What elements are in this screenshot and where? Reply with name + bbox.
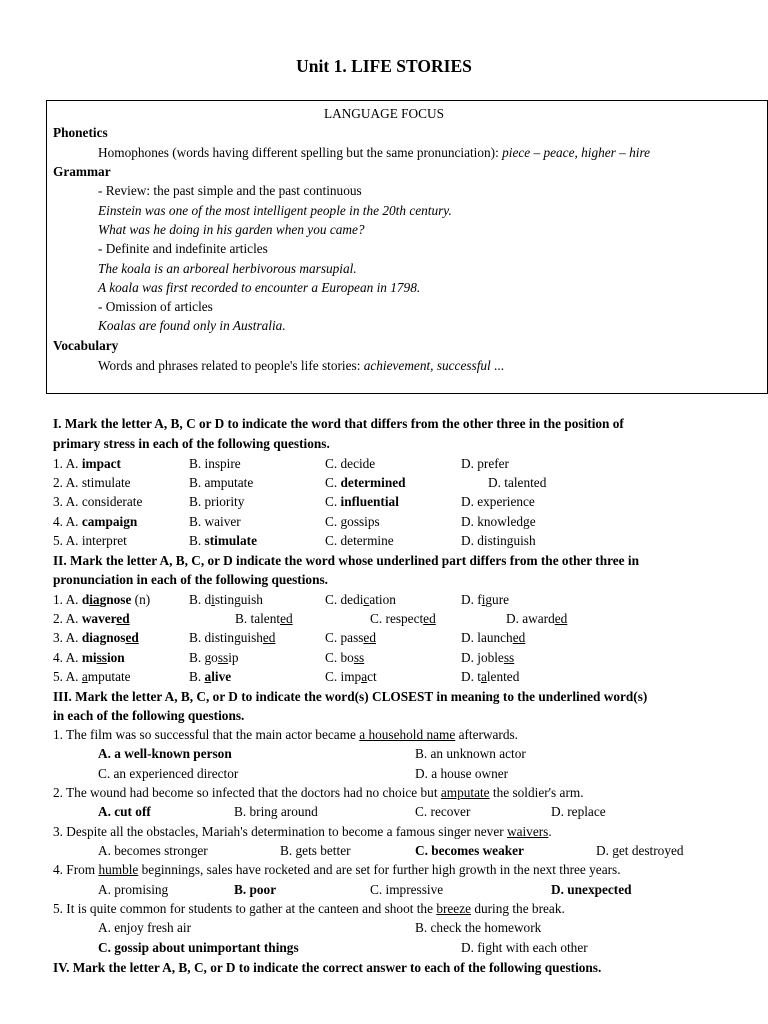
underlined-part: ss bbox=[503, 650, 515, 665]
question-text: 1. The film was so successful that the main actor became bbox=[53, 727, 360, 742]
section-3-heading-cont: in each of the following questions. bbox=[53, 708, 245, 723]
underlined-part: ed bbox=[262, 630, 276, 645]
phonetics-description: Homophones (words having different spelling but the same pronunciation): bbox=[98, 145, 503, 160]
meaning-question-1-option-d: D. a house owner bbox=[415, 766, 509, 781]
meaning-question-4 bbox=[53, 862, 621, 878]
vocabulary-description: Words and phrases related to people's life stories: bbox=[98, 358, 364, 373]
question-5-option-d: D. distinguish bbox=[461, 533, 536, 548]
meaning-question-5-option-a: A. enjoy fresh air bbox=[98, 920, 192, 935]
word-part: gnose bbox=[99, 592, 132, 607]
question-text: afterwards. bbox=[455, 727, 519, 742]
question-text: during the break. bbox=[471, 901, 565, 916]
question-5-option-b bbox=[189, 533, 257, 549]
pron-question-3-option-c bbox=[325, 630, 376, 646]
pron-question-5-option-b bbox=[189, 669, 231, 685]
option-answer: stimulate bbox=[204, 533, 257, 548]
question-text: . bbox=[548, 824, 552, 839]
pron-question-3-option-d bbox=[461, 630, 525, 646]
meaning-question-1-option-b: B. an unknown actor bbox=[415, 746, 526, 761]
word-note: (n) bbox=[131, 592, 151, 607]
word-part: D. launch bbox=[461, 630, 513, 645]
grammar-line: - Definite and indefinite articles bbox=[98, 241, 268, 256]
underlined-part: ia bbox=[89, 592, 100, 607]
option-answer: impact bbox=[81, 456, 121, 471]
option-label: 3. A. bbox=[53, 630, 82, 645]
underlined-part: ss bbox=[96, 650, 107, 665]
meaning-question-1 bbox=[53, 727, 518, 743]
pron-question-1-option-a bbox=[53, 592, 150, 608]
vocabulary-label: Vocabulary bbox=[53, 338, 119, 353]
question-4-option-b: B. waiver bbox=[189, 514, 241, 529]
word-part: C. pass bbox=[325, 630, 364, 645]
question-4-option-c: C. gossips bbox=[325, 514, 380, 529]
meaning-question-5-option-d: D. fight with each other bbox=[461, 940, 588, 955]
underlined-phrase: a household name bbox=[359, 727, 456, 742]
word-part: D. award bbox=[506, 611, 555, 626]
word-part: ation bbox=[369, 592, 396, 607]
question-3-option-a: 3. A. considerate bbox=[53, 494, 143, 509]
meaning-question-4-option-b: B. poor bbox=[234, 882, 277, 897]
underlined-part: ed bbox=[116, 611, 130, 626]
underlined-part: ed bbox=[125, 630, 139, 645]
option-label: C. bbox=[325, 475, 341, 490]
grammar-example: Einstein was one of the most intelligent people in the 20th century. bbox=[98, 203, 452, 218]
pron-question-2-option-c bbox=[370, 611, 436, 627]
pron-question-1-option-b bbox=[189, 592, 263, 608]
underlined-phrase: breeze bbox=[436, 901, 471, 916]
pron-question-2-option-b bbox=[235, 611, 293, 627]
underlined-part: ed bbox=[423, 611, 436, 626]
option-label: 5. A. bbox=[53, 669, 82, 684]
question-3-option-b: B. priority bbox=[189, 494, 245, 509]
meaning-question-5-option-c: C. gossip about unimportant things bbox=[98, 940, 299, 955]
meaning-question-2-option-b: B. bring around bbox=[234, 804, 318, 819]
phonetics-examples: piece – peace, higher – hire bbox=[502, 145, 651, 160]
pron-question-4-option-a bbox=[53, 650, 125, 666]
word-part: waver bbox=[81, 611, 117, 626]
option-answer: influential bbox=[340, 494, 399, 509]
word-part: mputate bbox=[87, 669, 131, 684]
grammar-line: - Review: the past simple and the past continuous bbox=[98, 183, 362, 198]
word-part: diagnos bbox=[81, 630, 126, 645]
language-focus-heading: LANGUAGE FOCUS bbox=[323, 106, 445, 121]
question-text: 4. From bbox=[53, 862, 99, 877]
phonetics-text bbox=[98, 145, 650, 161]
pron-question-4-option-c bbox=[325, 650, 364, 666]
question-2-option-c bbox=[325, 475, 406, 491]
word-part: D. t bbox=[461, 669, 481, 684]
grammar-line: - Omission of articles bbox=[98, 299, 213, 314]
page-title: Unit 1. LIFE STORIES bbox=[296, 56, 472, 76]
section-2-heading: II. Mark the letter A, B, C, or D indicate the word whose underlined part differs from the other three in bbox=[53, 553, 639, 568]
grammar-example: The koala is an arboreal herbivorous marsupial. bbox=[98, 261, 357, 276]
meaning-question-3-option-b: B. gets better bbox=[280, 843, 351, 858]
pron-question-5-option-a bbox=[53, 669, 131, 685]
underlined-part: a bbox=[480, 669, 487, 684]
underlined-part: a bbox=[361, 669, 368, 684]
pron-question-4-option-b bbox=[189, 650, 239, 666]
pron-question-3-option-a bbox=[53, 630, 139, 646]
question-text: 2. The wound had become so infected that the doctors had no choice but bbox=[53, 785, 441, 800]
underlined-part: ed bbox=[280, 611, 293, 626]
underlined-part: ed bbox=[554, 611, 568, 626]
word-part: D. joble bbox=[461, 650, 504, 665]
word-part: B. distinguish bbox=[189, 630, 263, 645]
word-part: stinguish bbox=[214, 592, 263, 607]
section-2-heading-cont: pronunciation in each of the following questions. bbox=[53, 572, 328, 587]
question-1-option-c: C. decide bbox=[325, 456, 376, 471]
word-part: C. respect bbox=[370, 611, 424, 626]
section-3-heading: III. Mark the letter A, B, C, or D to indicate the word(s) CLOSEST in meaning to the underlined word(s) bbox=[53, 689, 648, 704]
meaning-question-4-option-a: A. promising bbox=[98, 882, 169, 897]
meaning-question-3-option-d: D. get destroyed bbox=[596, 843, 684, 858]
pron-question-4-option-d bbox=[461, 650, 514, 666]
grammar-example: A koala was first recorded to encounter a European in 1798. bbox=[98, 280, 421, 295]
option-label: 4. A. bbox=[53, 514, 82, 529]
option-label: C. bbox=[325, 494, 341, 509]
word-part: B. d bbox=[189, 592, 212, 607]
word-part: ion bbox=[106, 650, 125, 665]
vocabulary-text bbox=[98, 358, 504, 374]
question-1-option-a bbox=[53, 456, 121, 472]
word-part: C. dedi bbox=[325, 592, 364, 607]
underlined-part: c bbox=[363, 592, 370, 607]
word-part: D. f bbox=[461, 592, 482, 607]
question-3-option-c bbox=[325, 494, 399, 510]
question-2-option-a: 2. A. stimulate bbox=[53, 475, 131, 490]
option-label: B. bbox=[189, 533, 205, 548]
pron-question-3-option-b bbox=[189, 630, 275, 646]
word-part: ct bbox=[367, 669, 377, 684]
option-label: 1. A. bbox=[53, 592, 82, 607]
underlined-part: ss bbox=[353, 650, 365, 665]
option-answer: determined bbox=[340, 475, 406, 490]
word-part: mi bbox=[81, 650, 97, 665]
underlined-part: ed bbox=[363, 630, 376, 645]
pron-question-1-option-c bbox=[325, 592, 396, 608]
question-5-option-a: 5. A. interpret bbox=[53, 533, 127, 548]
meaning-question-2-option-a: A. cut off bbox=[98, 804, 151, 819]
word-part: gure bbox=[485, 592, 510, 607]
word-part: B. go bbox=[189, 650, 218, 665]
option-label: 2. A. bbox=[53, 611, 82, 626]
phonetics-label: Phonetics bbox=[53, 125, 108, 140]
meaning-question-1-option-a: A. a well-known person bbox=[98, 746, 232, 761]
meaning-question-2-option-d: D. replace bbox=[551, 804, 606, 819]
meaning-question-3-option-a: A. becomes stronger bbox=[98, 843, 208, 858]
section-4-heading: IV. Mark the letter A, B, C, or D to indicate the correct answer to each of the following questions. bbox=[53, 960, 602, 975]
grammar-example: What was he doing in his garden when you came? bbox=[98, 222, 365, 237]
section-1-heading-cont: primary stress in each of the following questions. bbox=[53, 436, 330, 451]
question-text: 3. Despite all the obstacles, Mariah's determination to become a famous singer never bbox=[53, 824, 507, 839]
option-label: B. bbox=[189, 669, 205, 684]
underlined-phrase: humble bbox=[98, 862, 139, 877]
meaning-question-4-option-d: D. unexpected bbox=[551, 882, 632, 897]
pron-question-1-option-d bbox=[461, 592, 509, 608]
meaning-question-3-option-c: C. becomes weaker bbox=[415, 843, 524, 858]
meaning-question-5 bbox=[53, 901, 565, 917]
meaning-question-3 bbox=[53, 824, 552, 840]
option-answer: campaign bbox=[81, 514, 138, 529]
pron-question-2-option-a bbox=[53, 611, 130, 627]
meaning-question-4-option-c: C. impressive bbox=[370, 882, 444, 897]
underlined-part: a bbox=[204, 669, 212, 684]
underlined-part: i bbox=[481, 592, 486, 607]
meaning-question-5-option-b: B. check the homework bbox=[415, 920, 542, 935]
question-2-option-b: B. amputate bbox=[189, 475, 254, 490]
question-1-option-d: D. prefer bbox=[461, 456, 509, 471]
underlined-phrase: amputate bbox=[440, 785, 490, 800]
meaning-question-1-option-c: C. an experienced director bbox=[98, 766, 239, 781]
word-part: B. talent bbox=[235, 611, 281, 626]
word-part: C. bo bbox=[325, 650, 354, 665]
question-1-option-b: B. inspire bbox=[189, 456, 241, 471]
question-4-option-d: D. knowledge bbox=[461, 514, 536, 529]
option-label: 1. A. bbox=[53, 456, 82, 471]
pron-question-5-option-d bbox=[461, 669, 519, 685]
word-part: C. imp bbox=[325, 669, 362, 684]
meaning-question-2-option-c: C. recover bbox=[415, 804, 471, 819]
word-part: lented bbox=[486, 669, 520, 684]
word-part: live bbox=[211, 669, 232, 684]
option-label: 4. A. bbox=[53, 650, 82, 665]
word-part: ip bbox=[228, 650, 239, 665]
question-2-option-d: D. talented bbox=[488, 475, 547, 490]
question-3-option-d: D. experience bbox=[461, 494, 535, 509]
pron-question-2-option-d bbox=[506, 611, 567, 627]
vocabulary-examples: achievement, successful bbox=[363, 358, 491, 373]
question-text: 5. It is quite common for students to gather at the canteen and shoot the bbox=[53, 901, 437, 916]
question-4-option-a bbox=[53, 514, 137, 530]
meaning-question-2 bbox=[53, 785, 584, 801]
underlined-part: i bbox=[211, 592, 215, 607]
underlined-part: a bbox=[81, 669, 88, 684]
question-text: the soldier's arm. bbox=[489, 785, 584, 800]
grammar-example: Koalas are found only in Australia. bbox=[98, 318, 286, 333]
pron-question-5-option-c bbox=[325, 669, 377, 685]
underlined-phrase: waivers bbox=[506, 824, 549, 839]
vocabulary-ellipsis: ... bbox=[490, 358, 505, 373]
question-text: beginnings, sales have rocketed and are set for further high growth in the next three years. bbox=[138, 862, 621, 877]
underlined-part: ed bbox=[512, 630, 526, 645]
section-1-heading: I. Mark the letter A, B, C or D to indicate the word that differs from the other three in the position of bbox=[53, 416, 624, 431]
grammar-label: Grammar bbox=[53, 164, 111, 179]
underlined-part: ss bbox=[217, 650, 229, 665]
question-5-option-c: C. determine bbox=[325, 533, 394, 548]
word-part: d bbox=[81, 592, 90, 607]
